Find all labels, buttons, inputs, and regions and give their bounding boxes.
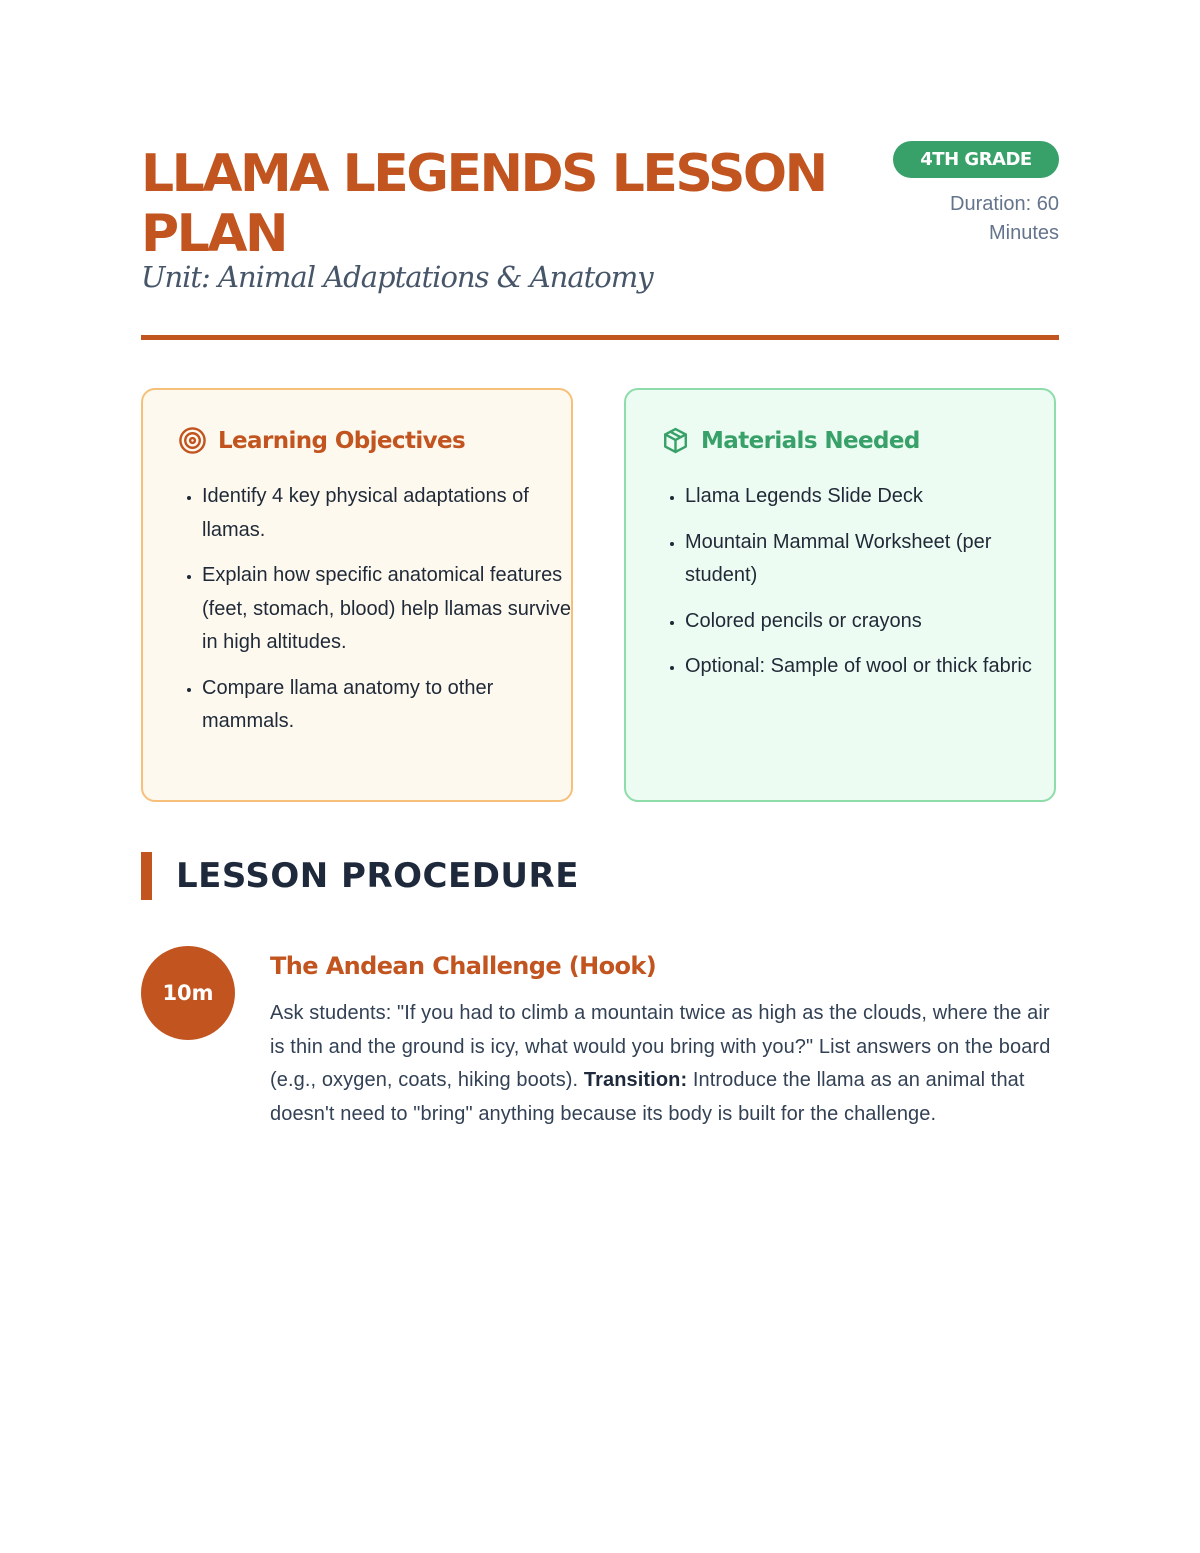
duration-text: Duration: 60 Minutes	[950, 193, 1059, 244]
heading-accent-bar	[141, 852, 152, 900]
materials-list	[662, 480, 1065, 696]
unit-subtitle: Unit: Animal Adaptations & Anatomy	[141, 260, 653, 294]
materials-card	[624, 388, 1056, 802]
list-item: • Colored pencils or crayons	[685, 605, 1065, 639]
page-title: LLAMA LEGENDS LESSON PLAN	[141, 144, 826, 264]
procedure-heading	[141, 852, 579, 900]
step-transition-label: Transition:	[583, 1069, 688, 1091]
list-item: • Explain how specific anatomical features (feet, stomach, blood) help llamas survive in high altitudes.	[202, 559, 582, 660]
step-text-after: Introduce the llama as an animal that doesn't need to "bring" anything because its body is built for the challenge.	[270, 1069, 1025, 1125]
objectives-title: Learning Objectives	[218, 427, 466, 454]
step-text-before: Ask students: "If you had to climb a mountain twice as high as the clouds, where the air is thin and the ground is icy, what would you bring with you?" List answers on the board (e.g., oxygen, coats, hiking boots).	[270, 1002, 1051, 1091]
step-title: The Andean Challenge (Hook)	[270, 952, 657, 980]
step-time-badge: 10m	[141, 946, 235, 1040]
step-description	[270, 997, 1060, 1131]
materials-header	[661, 426, 920, 455]
list-item: • Identify 4 key physical adaptations of llamas.	[202, 480, 582, 547]
objectives-card	[141, 388, 573, 802]
list-item: • Optional: Sample of wool or thick fabric	[685, 650, 1065, 684]
objectives-list	[179, 480, 582, 751]
materials-title: Materials Needed	[701, 427, 920, 454]
procedure-title: LESSON PROCEDURE	[176, 856, 579, 896]
target-icon	[178, 426, 207, 455]
list-item: • Llama Legends Slide Deck	[685, 480, 1065, 514]
package-icon	[661, 426, 690, 455]
lesson-plan-page	[141, 140, 1059, 1125]
objectives-header	[178, 426, 465, 455]
header-divider	[141, 335, 1059, 340]
list-item: • Compare llama anatomy to other mammals.	[202, 672, 582, 739]
header	[141, 140, 1059, 300]
step-body	[270, 946, 1060, 1131]
list-item: • Mountain Mammal Worksheet (per student)	[685, 526, 1065, 593]
info-cards	[141, 388, 1059, 806]
grade-badge: 4TH GRADE	[893, 141, 1059, 178]
